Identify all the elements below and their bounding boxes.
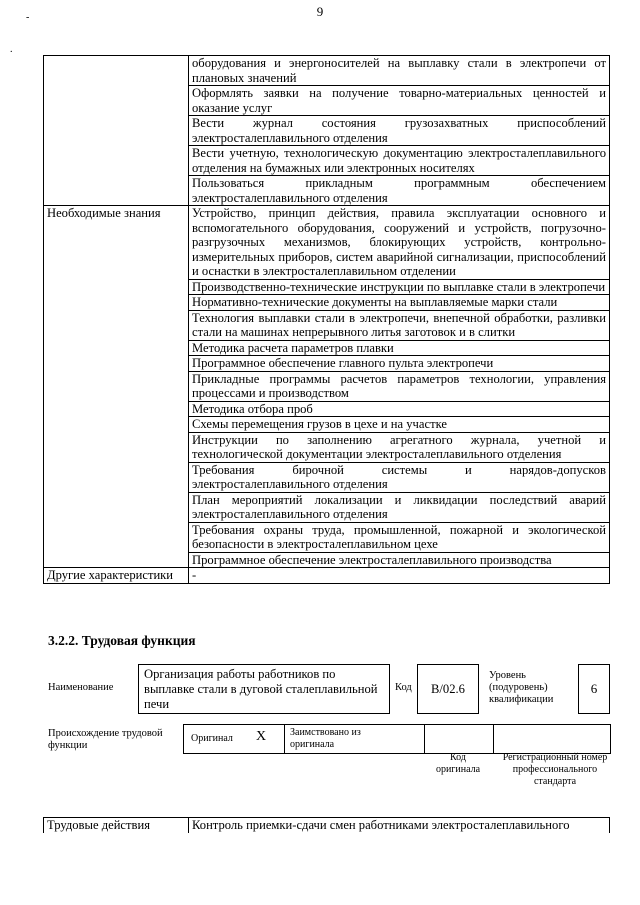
section-title: 3.2.2. Трудовая функция [48, 633, 196, 648]
other-label: Другие характеристики [44, 568, 189, 584]
name-value: Организация работы работников по выплавке стали в дуговой сталеплавильной печи [144, 667, 378, 711]
other-value: - [189, 568, 610, 584]
level-label: Уровень (подуровень) квалификации [489, 670, 554, 705]
knowledge-cell: Производственно-технические инструкции по выплавке стали в электропечи [189, 279, 610, 295]
origin-label: Происхождение трудовой функции [48, 728, 163, 751]
table-row [44, 568, 610, 584]
original-cell [183, 724, 285, 754]
knowledge-cell: Инструкции по заполнению агрегатного журнала, учетной и технологической документации электросталеплавильного отделения [189, 432, 610, 462]
knowledge-label: Необходимые знания [44, 206, 189, 568]
name-box [138, 664, 390, 714]
corner-mark: - [26, 12, 30, 23]
original-mark: X [256, 729, 267, 744]
knowledge-cell: Требования бирочной системы и нарядов-допусков электросталеплавильного отделения [189, 462, 610, 492]
reg-caption: Регистрационный номер профессионального стандарта [502, 752, 608, 787]
original-label: Оригинал [191, 733, 233, 744]
knowledge-cell: Нормативно-технические документы на выплавляемые марки стали [189, 295, 610, 311]
table-row [44, 56, 610, 86]
actions-first: Контроль приемки-сдачи смен работниками электросталеплавильного [189, 818, 610, 833]
knowledge-cell: Устройство, принцип действия, правила эксплуатации основного и вспомогательного оборудования, сооружений и устройств, погрузочно-разгрузочных механизмов, блокирующих устройств, контрольно-измерительных приборов, систем аварийной сигнализации, приспособлений и оснастки в электросталеплавильном отделении [189, 206, 610, 280]
knowledge-cell: Прикладные программы расчетов параметров технологии, управления процессами и производством [189, 371, 610, 401]
name-label: Наименование [48, 682, 114, 693]
knowledge-cell: План мероприятий локализации и ликвидации последствий аварий электросталеплавильного отделения [189, 492, 610, 522]
knowledge-cell: Программное обеспечение главного пульта электропечи [189, 356, 610, 372]
knowledge-cell: Методика отбора проб [189, 401, 610, 417]
knowledge-cell: Программное обеспечение электросталеплавильного производства [189, 552, 610, 568]
skills-label-cell [44, 56, 189, 206]
borrowed-label: Заимствовано из оригинала [290, 727, 361, 750]
skill-cell: Оформлять заявки на получение товарно-материальных ценностей и оказание услуг [189, 86, 610, 116]
requirements-table [43, 55, 610, 584]
actions-table [43, 817, 610, 833]
skill-cell: Пользоваться прикладным программным обеспечением электросталеплавильного отделения [189, 176, 610, 206]
knowledge-cell: Технология выплавки стали в электропечи, внепечной обработки, разливки стали на машинах непрерывного литья заготовок и в слитки [189, 310, 610, 340]
level-value: 6 [590, 681, 598, 696]
orig-code-cell [424, 724, 494, 754]
code-box [417, 664, 479, 714]
margin-dot: . [10, 44, 13, 55]
knowledge-cell: Требования охраны труда, промышленной, пожарной и экологической безопасности в электросталеплавильном цехе [189, 522, 610, 552]
knowledge-cell: Методика расчета параметров плавки [189, 340, 610, 356]
skill-cell: Вести журнал состояния грузозахватных приспособлений электросталеплавильного отделения [189, 116, 610, 146]
page-number: 9 [316, 4, 324, 19]
skill-cell: Вести учетную, технологическую документацию электросталеплавильного отделения на бумажных или электронных носителях [189, 146, 610, 176]
code-value: B/02.6 [431, 682, 465, 696]
actions-label: Трудовые действия [44, 818, 189, 833]
skill-cell: оборудования и энергоносителей на выплавку стали в электропечи от плановых значений [189, 56, 610, 86]
code-caption: Код оригинала [435, 752, 481, 775]
table-row [44, 818, 610, 833]
table-row [44, 206, 610, 280]
level-box [578, 664, 610, 714]
code-label: Код [395, 682, 412, 693]
knowledge-cell: Схемы перемещения грузов в цехе и на участке [189, 417, 610, 433]
